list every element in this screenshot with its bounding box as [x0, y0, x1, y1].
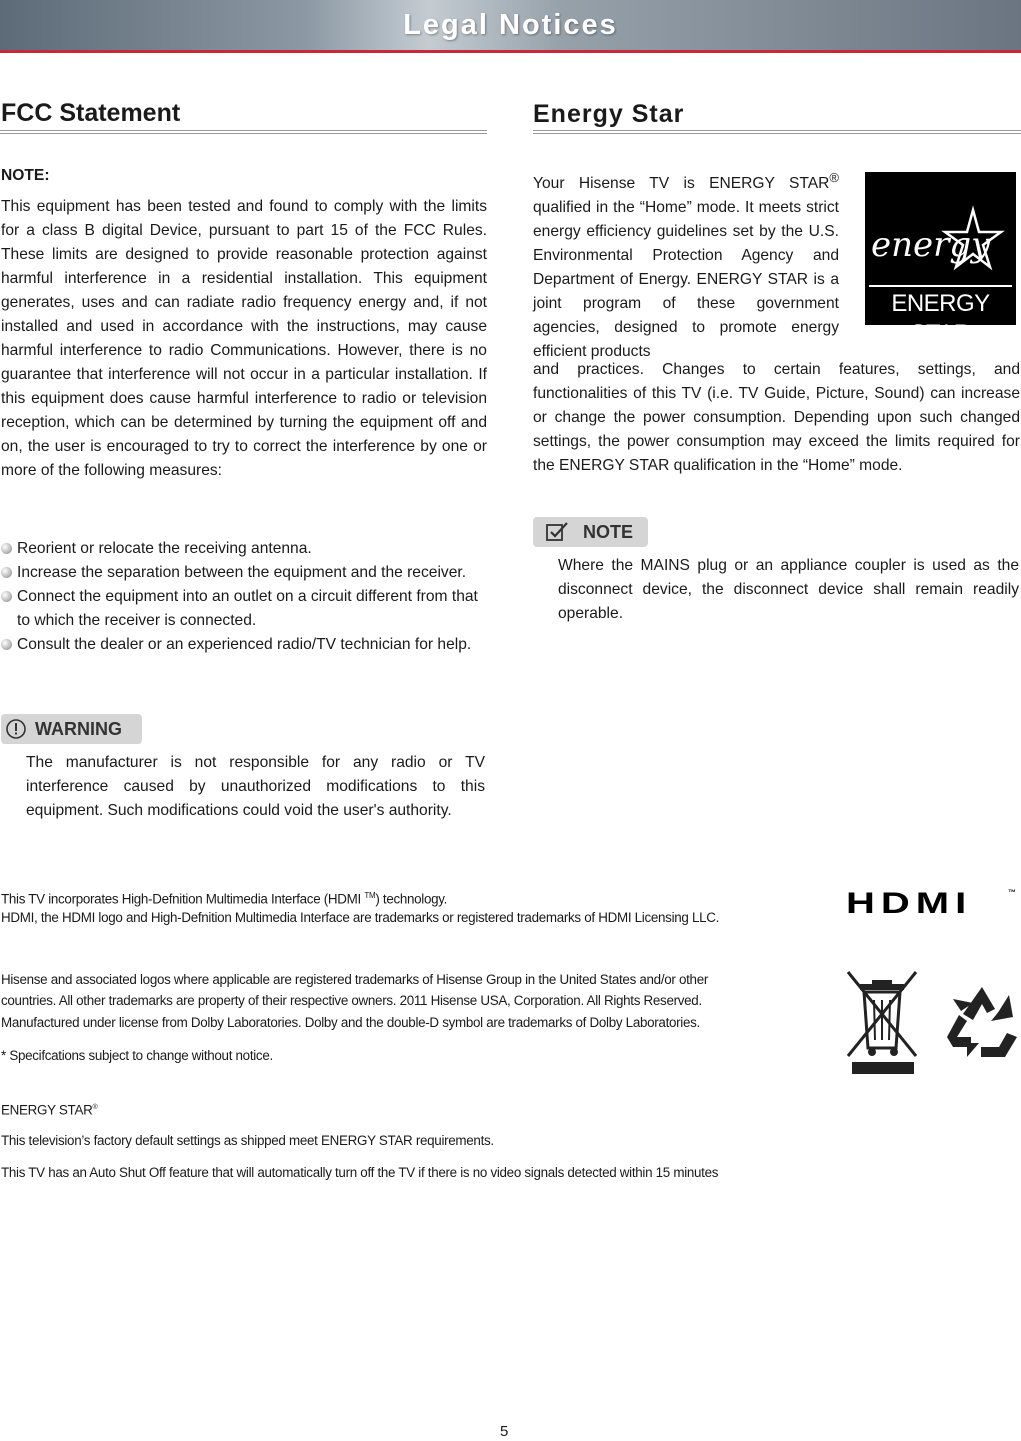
warning-tag — [1, 714, 142, 744]
page-title: Legal Notices — [403, 8, 618, 41]
recycle-icon — [943, 983, 1021, 1061]
note-text: Where the MAINS plug or an appliance coupler is used as the disconnect device, the disconnect device shall remain readily operable. — [558, 557, 1019, 622]
bullet-icon — [1, 543, 12, 554]
energy-footer-line-2: This TV has an Auto Shut Off feature that will automatically turn off the TV if there is no video signals detected within 15 minutes — [1, 1165, 719, 1180]
energy-heading-rule — [533, 130, 1021, 134]
trademarks-line-1: Hisense and associated logos where applicable are registered trademarks of Hisense Group in the United States and/or other — [1, 972, 709, 987]
spec-note: * Specifcations subject to change without notice. — [1, 1048, 273, 1063]
note-label: NOTE — [583, 521, 634, 542]
crossed-bin-icon — [842, 970, 922, 1076]
fcc-heading-rule — [0, 130, 487, 134]
trademarks-line-2: countries. All other trademarks are property of their respective owners. 2011 Hisense USA, Corporation. All Rights Reserved. — [1, 993, 702, 1008]
list-item: Reorient or relocate the receiving antenna. — [1, 537, 487, 561]
hdmi-line-1: This TV incorporates High-Defnition Multimedia Interface (HDMI ™) technology. — [1, 891, 448, 907]
bullet-icon — [1, 639, 12, 650]
bullet-icon — [1, 591, 12, 602]
warning-text: The manufacturer is not responsible for any radio or TV interference caused by unauthorized modifications to this equipment. Such modifications could void the user's authority. — [26, 754, 485, 819]
energy-footer-line-1: This television’s factory default settings as shipped meet ENERGY STAR requirements. — [1, 1133, 494, 1148]
energy-footer-label: ENERGY STAR® — [1, 1102, 98, 1118]
hdmi-logo: HDMI ™ — [846, 886, 1016, 920]
svg-text:energy: energy — [871, 225, 991, 265]
warning-label: WARNING — [35, 718, 122, 739]
page-number: 5 — [500, 1423, 509, 1440]
checkbox-icon — [545, 521, 575, 543]
hdmi-line-2: HDMI, the HDMI logo and High-Defnition Multimedia Interface are trademarks or registered trademarks of HDMI Licensing LLC. — [1, 910, 720, 925]
list-item: Increase the separation between the equipment and the receiver. — [1, 561, 487, 585]
bullet-icon — [1, 567, 12, 578]
energy-star-logo-text: ENERGY STAR — [869, 285, 1012, 319]
energy-paragraph-wrapped: Your Hisense TV is ENERGY STAR® qualified in the “Home” mode. It meets strict energy efficiency guidelines set by the U.S. Environmental Protection Agency and Department of Energy. ENERGY STAR is a joint program of these government agencies, designed to promote energy efficient products — [533, 170, 839, 361]
warning-icon — [5, 718, 31, 740]
header-banner — [0, 0, 1021, 53]
list-item: Connect the equipment into an outlet on a circuit different from that to which the receiver is connected. — [1, 585, 487, 633]
energy-star-logo — [865, 172, 1016, 347]
list-item: Consult the dealer or an experienced radio/TV technician for help. — [1, 633, 487, 657]
fcc-note-label: NOTE: — [1, 167, 50, 184]
energy-star-icon — [865, 172, 1016, 290]
fcc-paragraph: This equipment has been tested and found to comply with the limits for a class B digital Device, pursuant to part 15 of the FCC Rules. These limits are designed to provide reasonable protection against harmful interference in a residential installation. This equipment generates, uses and can radiate radio frequency energy and, if not installed and used in accordance with the instructions, may cause harmful interference to radio Communications. However, there is no guarantee that interference will not occur in a particular installation. If this equipment does cause harmful interference to radio or television reception, which can be determined by turning the equipment off and on, the user is encouraged to try to correct the interference by one or more of the following measures: — [1, 198, 487, 479]
trademarks-line-3: Manufactured under license from Dolby Laboratories. Dolby and the double-D symbol are trademarks of Dolby Laboratories. — [1, 1015, 700, 1030]
energy-heading: Energy Star — [533, 100, 685, 128]
fcc-heading: FCC Statement — [1, 99, 181, 127]
note-tag — [533, 517, 648, 547]
fcc-measures-list — [1, 537, 487, 657]
energy-paragraph-full: and practices. Changes to certain features, settings, and functionalities of this TV (i.e. TV Guide, Picture, Sound) can increase or change the power consumption. Depending upon such changed settings, the power consumption may exceed the limits required for the ENERGY STAR qualification in the “Home” mode. — [533, 361, 1020, 474]
